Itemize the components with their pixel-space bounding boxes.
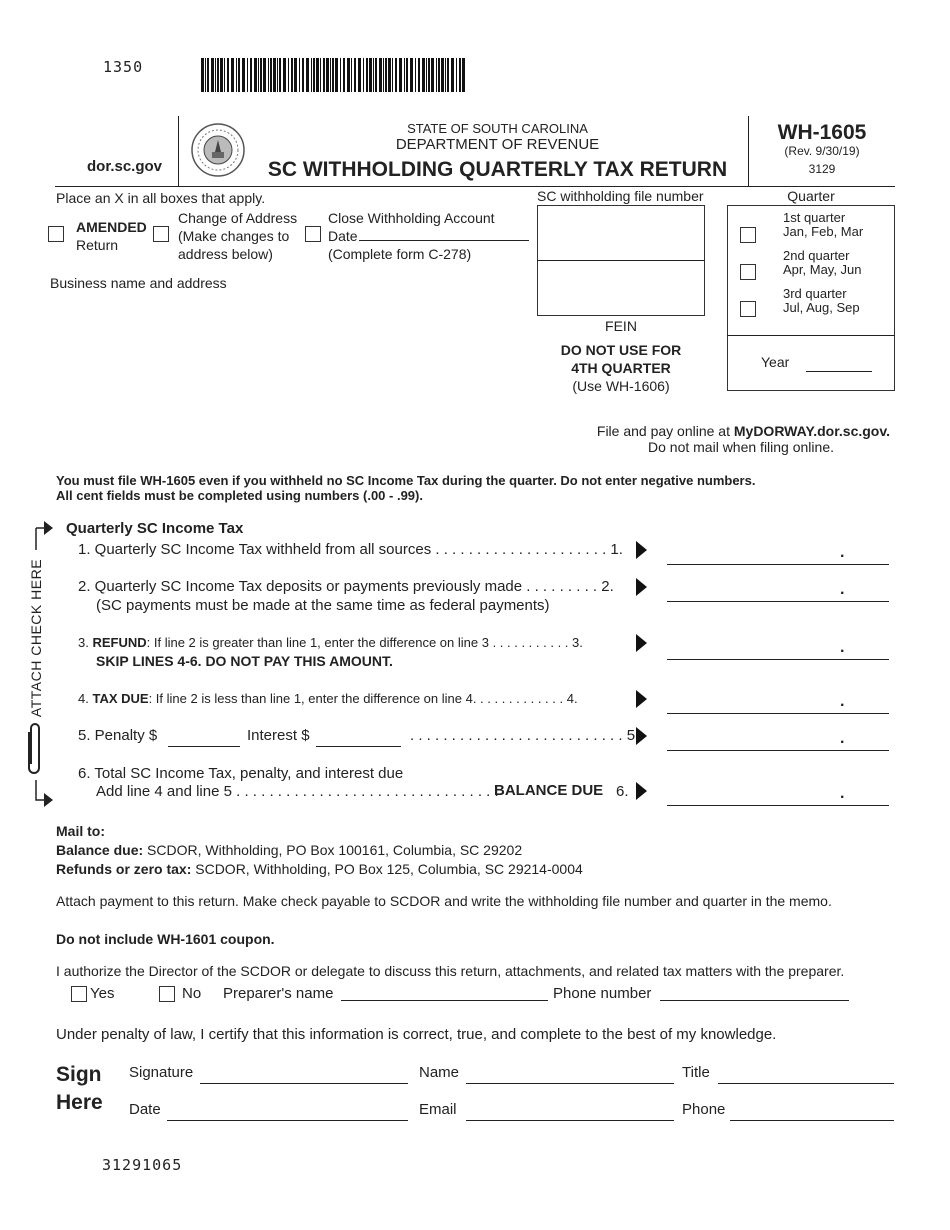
business-name-label: Business name and address — [50, 275, 227, 291]
line-3-field[interactable] — [667, 659, 889, 660]
line-6-field[interactable] — [667, 805, 889, 806]
sign-date-field[interactable] — [167, 1120, 408, 1121]
line-3-decimal: . — [840, 639, 845, 656]
line-1-arrow-icon — [636, 541, 647, 559]
line-5-field[interactable] — [667, 750, 889, 751]
notice-line1: You must file WH-1605 even if you withheld no SC Income Tax during the quarter. Do not enter negative numbers. — [56, 473, 756, 488]
preparer-yes-label: Yes — [90, 985, 115, 1002]
quarter-2-checkbox[interactable] — [740, 264, 756, 280]
balance-due-label: BALANCE DUE — [494, 782, 604, 799]
sign-phone-field[interactable] — [730, 1120, 894, 1121]
line-6-label: 6. Total SC Income Tax, penalty, and interest due — [78, 765, 404, 782]
line-1-label: 1. Quarterly SC Income Tax withheld from all sources . . . . . . . . . . . . . . . . . . . . . 1. — [78, 541, 623, 558]
line-6-decimal: . — [840, 785, 845, 802]
sign-email-field[interactable] — [466, 1120, 674, 1121]
line-5-arrow-icon — [636, 727, 647, 745]
sign-date-label: Date — [129, 1101, 161, 1118]
change-address-checkbox[interactable] — [153, 226, 169, 242]
form-code-bottom: 31291065 — [102, 1156, 183, 1174]
line-1-decimal: . — [840, 544, 845, 561]
no-coupon-note: Do not include WH-1601 coupon. — [56, 931, 275, 947]
line-5-leader: . . . . . . . . . . . . . . . . . . . . . . . . . . 5. — [410, 727, 640, 744]
close-account-checkbox[interactable] — [305, 226, 321, 242]
header-divider-left — [178, 116, 179, 186]
sign-name-field[interactable] — [466, 1083, 674, 1084]
preparer-phone-field[interactable] — [660, 1000, 849, 1001]
quarter-3-label: 3rd quarter Jul, Aug, Sep — [783, 286, 860, 315]
fein-label: FEIN — [605, 318, 637, 334]
form-code-top: 1350 — [103, 58, 144, 76]
quarter-1-label: 1st quarter Jan, Feb, Mar — [783, 210, 864, 239]
preparer-name-field[interactable] — [341, 1000, 548, 1001]
line-3-note: SKIP LINES 4-6. DO NOT PAY THIS AMOUNT. — [96, 653, 393, 669]
header-divider-right — [748, 116, 749, 186]
line-2-note: (SC payments must be made at the same time as federal payments) — [96, 597, 550, 614]
preparer-name-label: Preparer's name — [223, 985, 334, 1002]
preparer-yes-checkbox[interactable] — [71, 986, 87, 1002]
page-title: SC WITHHOLDING QUARTERLY TAX RETURN — [267, 158, 728, 181]
mail-balance-due: Balance due: SCDOR, Withholding, PO Box 100161, Columbia, SC 29202 — [56, 842, 523, 858]
line-2-field[interactable] — [667, 601, 889, 602]
paperclip-icon — [23, 720, 45, 780]
line-4-label: 4. TAX DUE: If line 2 is less than line 1, enter the difference on line 4. . . . . . . . . . . . . 4. — [78, 691, 578, 706]
do-not-use-line2: 4TH QUARTER — [571, 360, 671, 376]
state-name: STATE OF SOUTH CAROLINA — [407, 121, 588, 136]
mail-refund: Refunds or zero tax: SCDOR, Withholding, PO Box 125, Columbia, SC 29214-0004 — [56, 861, 583, 877]
line-2-decimal: . — [840, 581, 845, 598]
mail-to-title: Mail to: — [56, 823, 105, 839]
line-3-arrow-icon — [636, 634, 647, 652]
header-bottom-rule — [55, 186, 895, 187]
quarter-2-label: 2nd quarter Apr, May, Jun — [783, 248, 862, 277]
form-number: 3129 — [808, 162, 836, 176]
signature-label: Signature — [129, 1064, 194, 1081]
line-2-arrow-icon — [636, 578, 647, 596]
line-6-number: 6. — [616, 783, 629, 800]
file-number-field[interactable] — [538, 206, 704, 260]
sign-phone-label: Phone — [682, 1101, 726, 1118]
file-number-divider — [537, 260, 705, 261]
section-title: Quarterly SC Income Tax — [66, 520, 244, 537]
form-id: WH-1605 — [777, 121, 867, 144]
line-6-note: Add line 4 and line 5 . . . . . . . . . . . . . . . . . . . . . . . . . . . . . . . . — [96, 783, 499, 800]
preparer-no-label: No — [182, 985, 202, 1002]
interest-field[interactable] — [316, 746, 401, 747]
line-3-label: 3. REFUND: If line 2 is greater than line 1, enter the difference on line 3 . . . . . . . . . . . 3. — [78, 635, 583, 650]
sign-title-1: Sign — [56, 1063, 102, 1086]
line-6-arrow-icon — [636, 782, 647, 800]
line-5-decimal: . — [840, 730, 845, 747]
close-account-label: Close Withholding Account Date (Complete form C-278) — [328, 210, 495, 262]
preparer-no-checkbox[interactable] — [159, 986, 175, 1002]
close-account-date-field[interactable] — [359, 240, 529, 241]
line-5-interest-label: Interest $ — [247, 727, 310, 744]
sign-name-label: Name — [419, 1064, 460, 1081]
do-not-use-line1: DO NOT USE FOR — [560, 342, 682, 358]
line-4-field[interactable] — [667, 713, 889, 714]
quarter-3-checkbox[interactable] — [740, 301, 756, 317]
year-field[interactable] — [806, 371, 872, 372]
do-not-use-line3: (Use WH-1606) — [572, 378, 670, 394]
online-filing-line: File and pay online at MyDORWAY.dor.sc.gov. — [596, 423, 890, 439]
state-seal-icon — [190, 122, 246, 181]
sign-title-field[interactable] — [718, 1083, 894, 1084]
amended-checkbox[interactable] — [48, 226, 64, 242]
year-label: Year — [761, 354, 790, 370]
line-2-label: 2. Quarterly SC Income Tax deposits or payments previously made . . . . . . . . . 2. — [78, 578, 614, 595]
website: dor.sc.gov — [87, 158, 163, 175]
sign-title-label: Title — [682, 1064, 710, 1081]
authorize-statement: I authorize the Director of the SCDOR or delegate to discuss this return, attachments, and related tax matters with the preparer. — [56, 963, 845, 979]
department-name: DEPARTMENT OF REVENUE — [395, 136, 600, 153]
amended-label: AMENDED — [76, 219, 147, 235]
line-4-decimal: . — [840, 693, 845, 710]
file-number-label: SC withholding file number — [537, 188, 704, 204]
amended-label-2: Return — [76, 237, 119, 253]
business-name-field[interactable] — [50, 294, 520, 364]
sign-title-2: Here — [56, 1091, 103, 1114]
attach-check-label: ATTACH CHECK HERE — [28, 558, 44, 718]
quarter-label: Quarter — [787, 188, 835, 204]
change-address-label: Change of Address (Make changes to address below) — [178, 210, 298, 262]
penalty-field[interactable] — [168, 746, 240, 747]
attach-payment-note: Attach payment to this return. Make check payable to SCDOR and write the withholding file number and quarter in the memo. — [56, 893, 832, 909]
quarter-divider — [727, 335, 895, 336]
online-filing-note: Do not mail when filing online. — [648, 439, 834, 455]
preparer-phone-label: Phone number — [553, 985, 652, 1002]
options-instruction: Place an X in all boxes that apply. — [56, 190, 266, 206]
signature-field[interactable] — [200, 1083, 408, 1084]
certify-statement: Under penalty of law, I certify that this information is correct, true, and complete to the best of my knowledge. — [56, 1026, 777, 1043]
sign-email-label: Email — [419, 1101, 457, 1118]
line-5-penalty-label: 5. Penalty $ — [78, 727, 158, 744]
line-1-field[interactable] — [667, 564, 889, 565]
form-revision: (Rev. 9/30/19) — [784, 144, 860, 158]
line-4-arrow-icon — [636, 690, 647, 708]
quarter-1-checkbox[interactable] — [740, 227, 756, 243]
barcode — [200, 58, 470, 92]
fein-field[interactable] — [538, 262, 704, 315]
notice-line2: All cent fields must be completed using numbers (.00 - .99). — [56, 488, 423, 503]
